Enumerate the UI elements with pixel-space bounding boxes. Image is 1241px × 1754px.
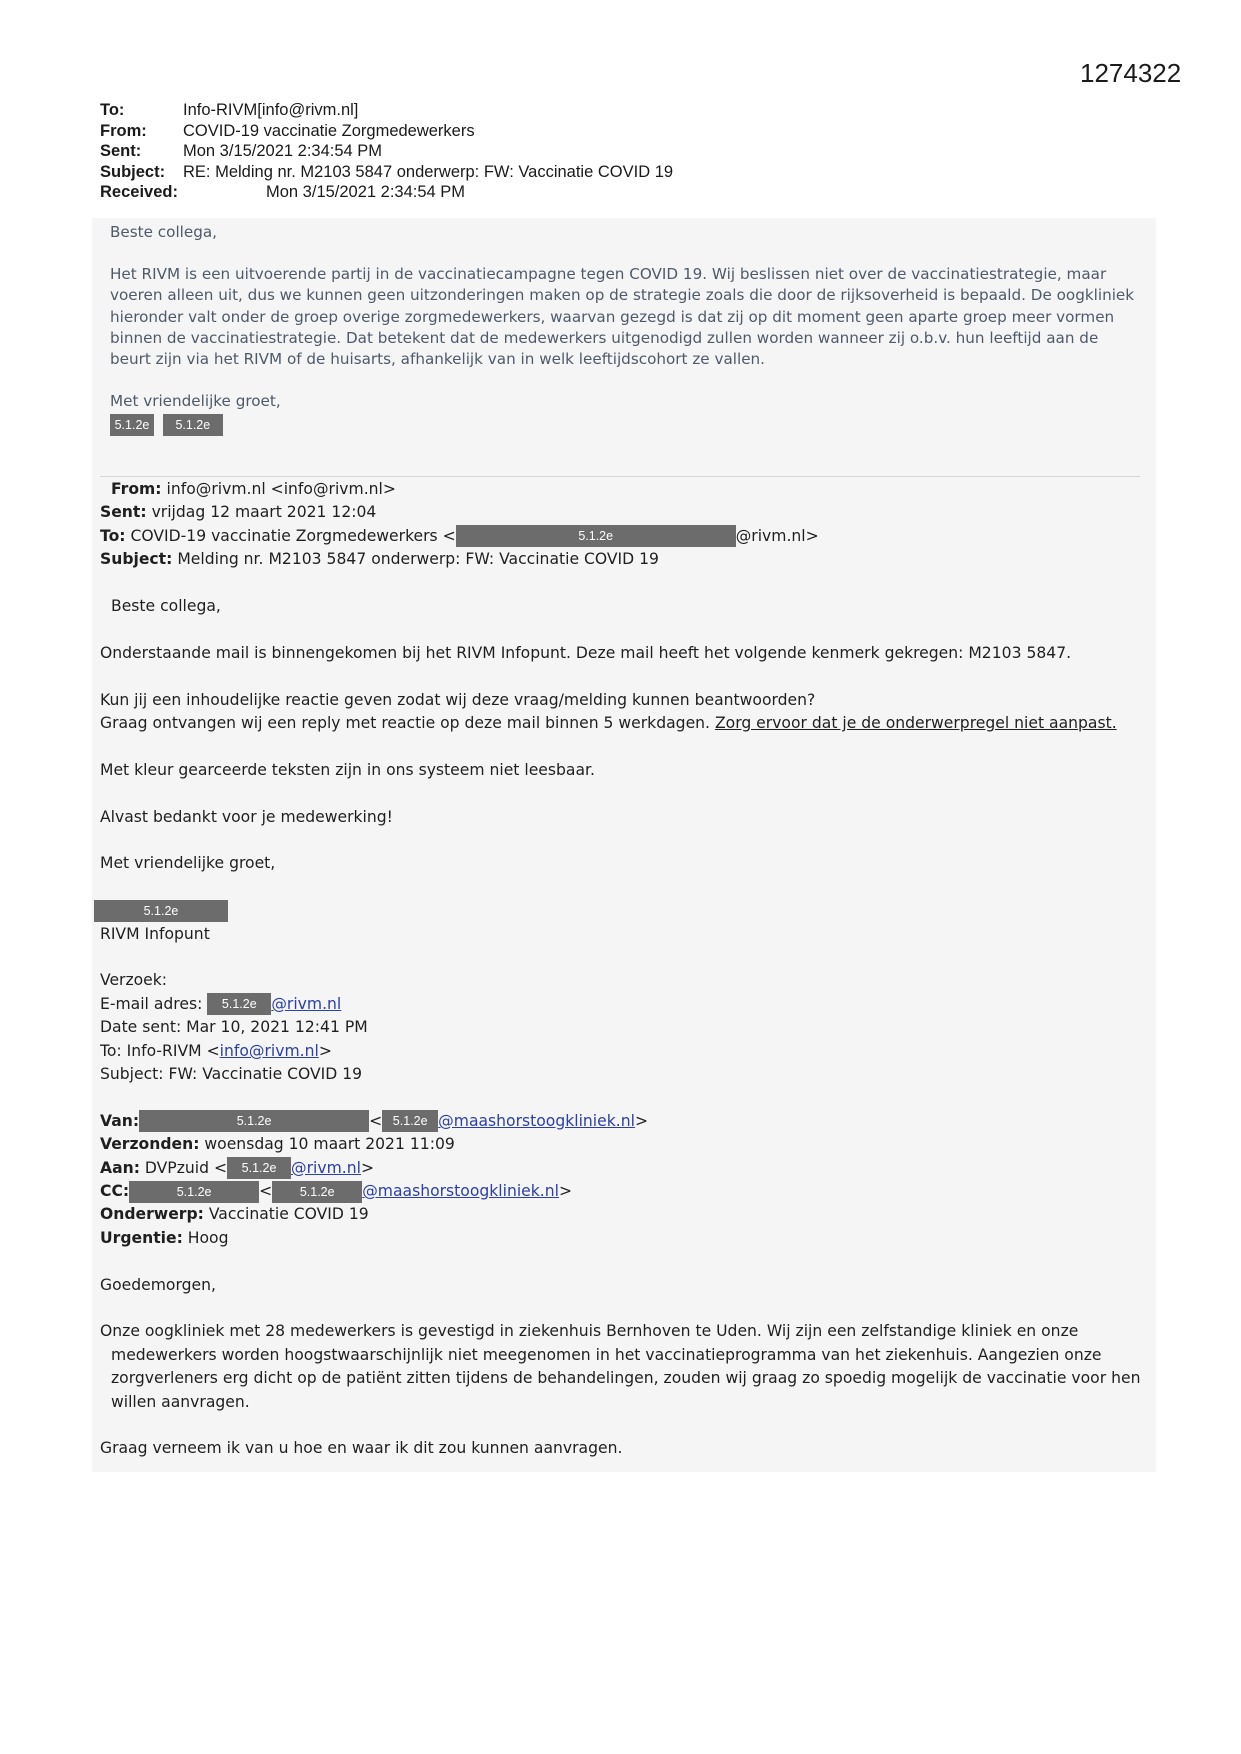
info-rivm-link[interactable]: info@rivm.nl bbox=[219, 1041, 319, 1060]
reply-message bbox=[110, 222, 1140, 436]
fwd-greeting: Beste collega, bbox=[111, 597, 221, 616]
fwd-line-3: Graag ontvangen wij een reply met reactie op deze mail binnen 5 werkdagen. bbox=[100, 714, 715, 733]
to-prefix: To: Info-RIVM < bbox=[100, 1041, 220, 1060]
cc-label: CC: bbox=[100, 1182, 130, 1201]
reply-signature bbox=[110, 414, 1140, 436]
message-divider bbox=[100, 476, 1140, 477]
redaction-box: 5.1.2e bbox=[110, 414, 154, 436]
reply-greeting: Beste collega, bbox=[110, 223, 218, 241]
redaction-box: 5.1.2e bbox=[272, 1181, 362, 1203]
urgentie-label: Urgentie: bbox=[100, 1228, 183, 1247]
fwd-from-label: From: bbox=[111, 480, 162, 498]
date-sent: Date sent: Mar 10, 2021 12:41 PM bbox=[100, 1018, 368, 1037]
sent-value: Mon 3/15/2021 2:34:54 PM bbox=[183, 142, 383, 160]
fwd-sent-label: Sent: bbox=[100, 503, 147, 522]
from-label: From: bbox=[100, 121, 147, 140]
gt-symbol: > bbox=[558, 1182, 573, 1201]
verzonden-label: Verzonden: bbox=[100, 1135, 200, 1154]
verzonden-value: woensdag 10 maart 2021 11:09 bbox=[204, 1135, 455, 1154]
redaction-box: 5.1.2e bbox=[456, 525, 736, 547]
to-suffix: > bbox=[318, 1041, 332, 1060]
fwd2-greeting: Goedemorgen, bbox=[100, 1275, 216, 1294]
lt-symbol: < bbox=[369, 1111, 383, 1130]
fwd-closing: Met vriendelijke groet, bbox=[100, 854, 276, 873]
fwd-to-label: To: bbox=[100, 526, 126, 545]
aan-label: Aan: bbox=[100, 1158, 140, 1177]
redaction-box: 5.1.2e bbox=[139, 1110, 369, 1132]
fwd-to-prefix: COVID-19 vaccinatie Zorgmedewerkers < bbox=[130, 526, 456, 545]
fwd-sent-value: vrijdag 12 maart 2021 12:04 bbox=[151, 503, 377, 522]
fwd-line-4: Met kleur gearceerde teksten zijn in ons systeem niet leesbaar. bbox=[100, 760, 595, 779]
redaction-box: 5.1.2e bbox=[382, 1110, 438, 1132]
cc-domain-link[interactable]: @maashorstoogkliniek.nl bbox=[362, 1182, 559, 1201]
email-domain-link[interactable]: @rivm.nl bbox=[271, 994, 342, 1013]
onderwerp-value: Vaccinatie COVID 19 bbox=[208, 1205, 369, 1224]
redaction-box: 5.1.2e bbox=[129, 1181, 259, 1203]
email-label: E-mail adres: bbox=[100, 994, 208, 1013]
fwd-line-1: Onderstaande mail is binnengekomen bij het RIVM Infopunt. Deze mail heeft het volgende kenmerk gekregen: M2103 5847. bbox=[100, 643, 1072, 662]
van-label: Van: bbox=[100, 1111, 140, 1130]
fwd-line-3-underlined: Zorg ervoor dat je de onderwerpregel niet aanpast. bbox=[714, 714, 1117, 733]
verzoek-label: Verzoek: bbox=[100, 971, 168, 990]
onderwerp-label: Onderwerp: bbox=[100, 1205, 204, 1224]
lt-symbol: < bbox=[259, 1182, 273, 1201]
received-label: Received: bbox=[100, 183, 178, 201]
redaction-box: 5.1.2e bbox=[163, 414, 223, 436]
reply-closing: Met vriendelijke groet, bbox=[110, 392, 281, 411]
document-id: 1274322 bbox=[1080, 58, 1182, 88]
to-label: To: bbox=[100, 101, 125, 119]
urgentie-value: Hoog bbox=[187, 1228, 229, 1247]
sent-label: Sent: bbox=[100, 142, 142, 160]
redaction-box: 5.1.2e bbox=[227, 1157, 291, 1179]
redaction-box: 5.1.2e bbox=[207, 993, 271, 1015]
fwd-subject-value: Melding nr. M2103 5847 onderwerp: FW: Vaccinatie COVID 19 bbox=[177, 550, 659, 569]
fwd-sig-org: RIVM Infopunt bbox=[100, 924, 210, 943]
fwd2-body: Onze oogkliniek met 28 medewerkers is gevestigd in ziekenhuis Bernhoven te Uden. Wij zijn een zelfstandige kliniek en onze medewerkers worden hoogstwaarschijnlijk niet meegenomen in het vaccinatieprogramma van het ziekenhuis. Aangezien onze zorgverleners erg dicht op de patiënt zitten tijdens de behandelingen, zouden wij graag zo spoedig mogelijk de vaccinatie voor hen willen aanvragen. bbox=[100, 1322, 1141, 1411]
gt-symbol: > bbox=[634, 1111, 649, 1130]
forwarded-message bbox=[100, 478, 1150, 1461]
aan-prefix: DVPzuid < bbox=[144, 1158, 228, 1177]
to-value: Info-RIVM[info@rivm.nl] bbox=[183, 101, 359, 119]
redaction-box: 5.1.2e bbox=[94, 900, 228, 922]
subject-value: RE: Melding nr. M2103 5847 onderwerp: FW: Vaccinatie COVID 19 bbox=[183, 162, 674, 181]
fwd-line-5: Alvast bedankt voor je medewerking! bbox=[100, 807, 393, 826]
aan-domain-link[interactable]: @rivm.nl bbox=[291, 1158, 361, 1177]
fwd-subject-label: Subject: bbox=[100, 550, 173, 569]
subject-line: Subject: FW: Vaccinatie COVID 19 bbox=[100, 1065, 363, 1084]
subject-label: Subject: bbox=[100, 162, 166, 181]
fwd2-closing: Graag verneem ik van u hoe en waar ik dit zou kunnen aanvragen. bbox=[100, 1439, 623, 1458]
fwd-from-value: info@rivm.nl <info@rivm.nl> bbox=[166, 480, 396, 498]
gt-symbol: > bbox=[360, 1158, 375, 1177]
reply-body: Het RIVM is een uitvoerende partij in de vaccinatiecampagne tegen COVID 19. Wij beslissen niet over de vaccinatiestrategie, maar voeren alleen uit, dus we kunnen geen uitzonderingen maken op de strategie zoals die door de rijksoverheid is bepaald. De oogkliniek hieronder valt onder de groep overige zorgmedewerkers, waarvan gezegd is dat zij op dit moment geen aparte groep meer vormen binnen de vaccinatiestrategie. Dat betekent dat de medewerkers uitgenodigd zullen worden wanneer zij o.b.v. hun leeftijd aan de beurt zijn via het RIVM of de huisarts, afhankelijk van in welk leeftijdscohort ze vallen. bbox=[110, 265, 1135, 369]
fwd-to-suffix: @rivm.nl> bbox=[735, 526, 819, 545]
received-value: Mon 3/15/2021 2:34:54 PM bbox=[266, 183, 466, 201]
fwd-line-2: Kun jij een inhoudelijke reactie geven zodat wij deze vraag/melding kunnen beantwoorden? bbox=[100, 690, 816, 709]
van-domain-link[interactable]: @maashorstoogkliniek.nl bbox=[438, 1111, 635, 1130]
from-value: COVID-19 vaccinatie Zorgmedewerkers bbox=[183, 121, 475, 140]
